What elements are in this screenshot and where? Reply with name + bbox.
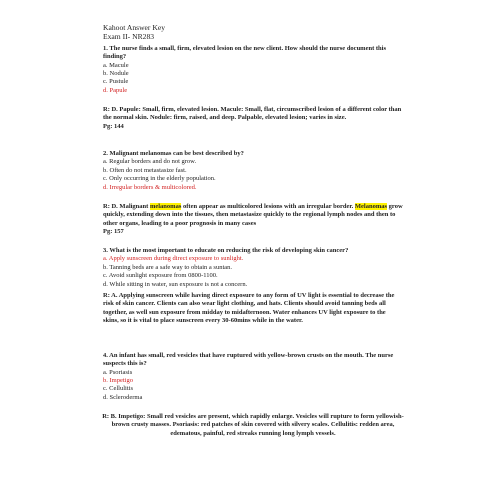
question-1-text: 1. The nurse finds a small, firm, elevated lesion on the new client. How should the nurse document this finding? [103,45,387,61]
question-3-option-b: b. Tanning beds are a safe way to obtain a suntan. [103,263,233,271]
question-2-text: 2. Malignant melanomas can be best described by? [103,150,244,157]
question-2-option-d-correct: d. Irregular borders & multicolored. [103,183,197,191]
question-4-option-d: d. Scleroderma [103,393,143,401]
question-3-option-a-correct: a. Apply sunscreen during direct exposure to sunlight. [103,255,244,263]
question-1-rationale [103,106,403,131]
question-2-highlight-melanomas-2: Melanomas [354,203,388,210]
question-1 [103,45,403,95]
question-1-option-c: c. Pustule [103,78,129,86]
question-2-rationale-text-1: R: D. Malignant [103,203,150,210]
question-2-options [103,158,403,192]
question-4-text: 4. An infant has small, red vesicles that have ruptured with yellow-brown crusts on the mouth. The nurse suspects this is? [103,352,394,368]
question-3-option-c: c. Avoid sunlight exposure from 0800-1100. [103,272,218,280]
question-2-rationale-text-3: grow quickly, extending down into the tissues, then metastasize quickly to the regional lymph nodes and then to other organs, leading to a poor prognosis in many cases [103,203,403,227]
question-4 [103,352,403,402]
question-2-highlight-melanomas: melanomas [149,203,182,210]
question-2-option-b: b. Often do not metastasize fast. [103,166,187,174]
question-3-options [103,255,403,289]
question-4-option-b-correct: b. Impetigo [103,377,133,384]
question-1-option-b: b. Nodule [103,70,129,77]
question-3-rationale-text: R: A. Applying sunscreen while having direct exposure to any form of UV light is essential to decrease the risk of skin cancer. Clients can also wear light clothing, and hats. Clients should avoid tanning beds all together, as well sun exposure from midday to midafternoon. Water enhances UV light exposure to the skins, so it is vital to place sunscreen every 30-60mins while in the water. [103,292,395,324]
question-3-rationale [103,292,403,325]
question-1-rationale-text: R: D. Papule: Small, firm, elevated lesion. Macule: Small, flat, circumscribed lesion of a different color than the normal skin. Nodule: firm, raised, and deep. Palpable, elevated lesion; varies in size. [103,106,402,122]
question-3-text: 3. What is the most important to educate on reducing the risk of developing skin cancer? [103,247,349,254]
question-2-rationale-text-2: often appear as multicolored lesions with an irregular border. [181,203,355,210]
question-2-page-ref: Pg: 157 [103,227,124,235]
question-4-rationale [101,413,405,438]
question-2-option-a: a. Regular borders and do not grow. [103,158,197,166]
question-1-page-ref: Pg: 144 [103,122,124,130]
question-1-options [103,62,403,96]
document-subtitle: Exam II- NR283 [103,32,155,42]
question-3 [103,247,403,289]
question-2-rationale [103,203,403,236]
document-title: Kahoot Answer Key [103,23,166,32]
question-1-option-a: a. Macule [103,61,129,69]
question-2-option-c: c. Only occurring in the elderly population. [103,175,216,183]
question-4-options [103,369,403,403]
question-2 [103,150,403,192]
question-3-option-d: d. While sitting in water, sun exposure is not a concern. [103,280,248,288]
question-4-option-c: c. Cellulitis [103,385,133,393]
question-1-option-d-correct: d. Papule [103,86,128,94]
question-4-rationale-text: R: B. Impetigo: Small red vesicles are present, which rapidly enlarge. Vesicles will rupture to form yellowish-brown crusty masses. Psoriasis: red patches of skin covered with silvery scales. Cellulitis: redden area, edematous, painful, red streaks running long lymph vessels. [102,413,404,437]
question-4-option-a: a. Psoriasis [103,368,133,376]
document-header [103,23,165,42]
